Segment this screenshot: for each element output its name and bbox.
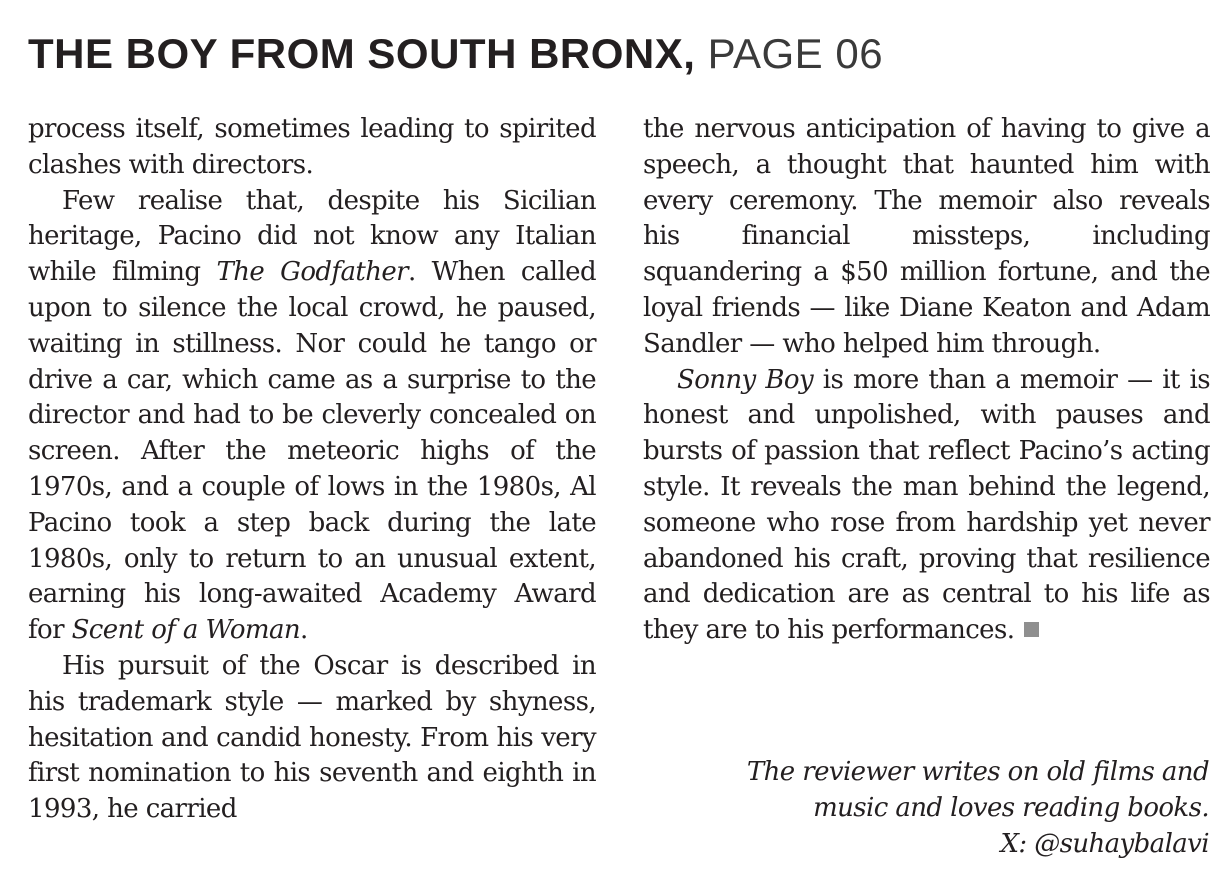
paragraph-text: . When called upon to silence the local crowd, he paused, waiting in stillness. Nor could he tango or drive a car, which came as a surprise to the director and had to be cleverly concealed on screen. After the meteoric highs of the 1970s, and a couple of lows in the 1980s, Al Pacino took a step back during the late 1980s, only to return to an unusual extent, earning his long-awaited Academy Award for — [28, 257, 596, 646]
paragraph-godfather — [28, 184, 596, 649]
reviewer-handle: X: @suhaybalavi — [1000, 828, 1209, 859]
page-number: PAGE 06 — [695, 30, 884, 77]
paragraph-continued: process itself, sometimes leading to spirited clashes with directors. — [28, 114, 596, 180]
page-header — [28, 30, 883, 78]
right-column — [643, 112, 1210, 649]
left-column — [28, 112, 596, 828]
reviewer-line: The reviewer writes on old films and — [746, 757, 1209, 787]
article-title: THE BOY FROM SOUTH BRONX, — [28, 30, 696, 77]
paragraph-text: is more than a memoir — it is honest and unpolished, with pauses and bursts of passion that reflect Pacino’s acting style. It reveals the man behind the legend, someone who rose from hardship yet never abandoned his craft, proving that resilience and dedication are as central to his life as they are to his performances. — [643, 364, 1210, 646]
film-title-godfather: The Godfather — [216, 257, 408, 288]
paragraph-sonny-boy — [643, 363, 1210, 649]
book-title-sonny-boy: Sonny Boy — [677, 364, 814, 395]
film-title-scent-of-a-woman: Scent of a Woman — [71, 615, 301, 646]
paragraph-memoir: the nervous anticipation of having to give a speech, a thought that haunted him with every ceremony. The memoir also reveals his financial missteps, including squandering a $50 million fortune, and the loyal friends — like Diane Keaton and Adam Sandler — who helped him through. — [643, 114, 1210, 359]
reviewer-bio — [642, 755, 1209, 862]
reviewer-line: music and loves reading books. — [813, 792, 1209, 823]
paragraph-text: . — [300, 615, 308, 646]
paragraph-text: Few realise that, despite his Sicilian heritage, Pacino did not know any Italian while filming — [28, 185, 596, 288]
end-of-article-square-icon — [1024, 622, 1039, 637]
paragraph-oscar: His pursuit of the Oscar is described in his trademark style — marked by shyness, hesitation and candid honesty. From his very first nomination to his seventh and eighth in 1993, he carried — [28, 650, 596, 825]
